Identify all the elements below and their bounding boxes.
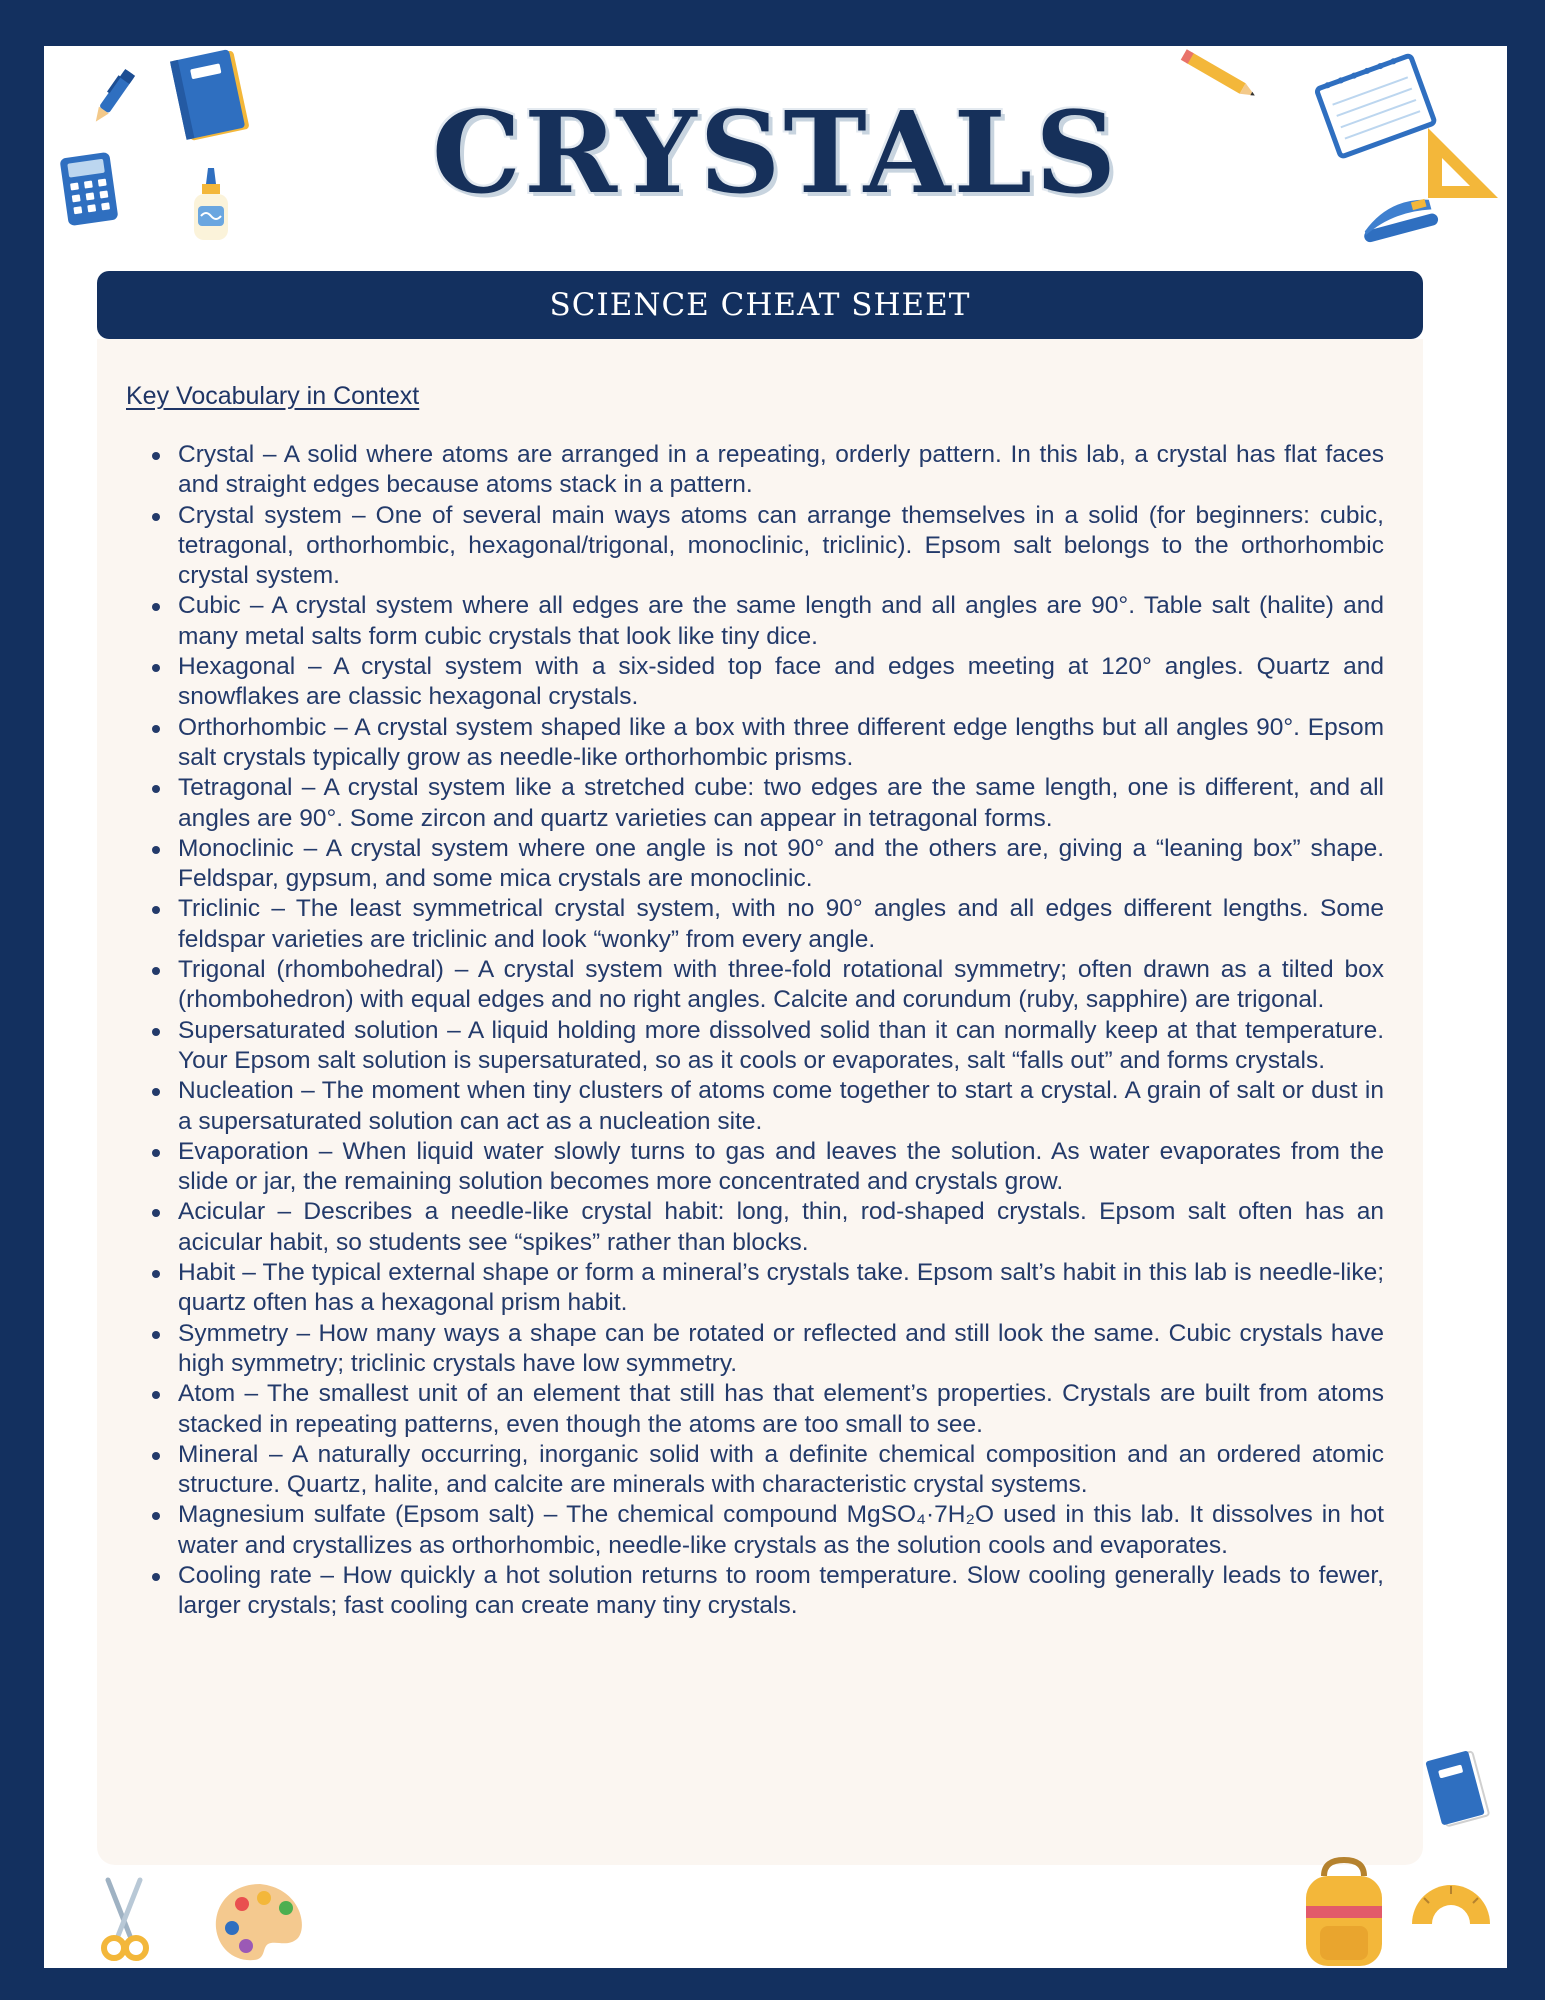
list-item: Hexagonal – A crystal system with a six-sided top face and edges meeting at 120° angles. Quartz and snowflakes are classic hexagonal crystals. — [178, 652, 1384, 713]
list-item: Crystal – A solid where atoms are arranged in a repeating, orderly pattern. In this lab, a crystal has flat faces and straight edges because atoms stack in a pattern. — [178, 440, 1384, 501]
scissors-icon — [94, 1876, 154, 1966]
backpack-icon — [1294, 1856, 1394, 1968]
list-item: Supersaturated solution – A liquid holding more dissolved solid than it can normally keep at that temperature. Your Epsom salt solution is supersaturated, so as it cools or evaporates, salt “falls out” and forms crystals. — [178, 1016, 1384, 1077]
list-item: Habit – The typical external shape or form a mineral’s crystals take. Epsom salt’s habit in this lab is needle-like; quartz often has a hexagonal prism habit. — [178, 1258, 1384, 1319]
protractor-icon — [1406, 1870, 1496, 1930]
list-item: Symmetry – How many ways a shape can be rotated or reflected and still look the same. Cubic crystals have high symmetry; triclinic crystals have low symmetry. — [178, 1319, 1384, 1380]
list-item: Trigonal (rhombohedral) – A crystal system with three-fold rotational symmetry; often drawn as a tilted box (rhombohedron) with equal edges and no right angles. Calcite and corundum (ruby, sapphire) are trigonal. — [178, 955, 1384, 1016]
list-item: Tetragonal – A crystal system like a stretched cube: two edges are the same length, one is different, and all angles are 90°. Some zircon and quartz varieties can appear in tetragonal forms. — [178, 773, 1384, 834]
list-item: Cooling rate – How quickly a hot solution returns to room temperature. Slow cooling generally leads to fewer, larger crystals; fast cooling can create many tiny crystals. — [178, 1561, 1384, 1622]
list-item: Magnesium sulfate (Epsom salt) – The chemical compound MgSO₄·7H₂O used in this lab. It dissolves in hot water and crystallizes as orthorhombic, needle-like crystals as the solution cools and evaporates. — [178, 1500, 1384, 1561]
book-icon — [1424, 1746, 1494, 1836]
list-item: Triclinic – The least symmetrical crystal system, with no 90° angles and all edges different lengths. Some feldspar varieties are triclinic and look “wonky” from every angle. — [178, 894, 1384, 955]
page — [44, 46, 1507, 1968]
list-item: Evaporation – When liquid water slowly turns to gas and leaves the solution. As water evaporates from the slide or jar, the remaining solution becomes more concentrated and crystals grow. — [178, 1137, 1384, 1198]
list-item: Acicular – Describes a needle-like crystal habit: long, thin, rod-shaped crystals. Epsom salt often has an acicular habit, so students see “spikes” rather than blocks. — [178, 1197, 1384, 1258]
cheat-sheet-banner: SCIENCE CHEAT SHEET — [97, 271, 1423, 339]
section-heading: Key Vocabulary in Context — [126, 382, 420, 410]
page-title: CRYSTALS — [431, 88, 1120, 219]
list-item: Atom – The smallest unit of an element that still has that element’s properties. Crystals are built from atoms stacked in repeating patterns, even though the atoms are too small to see. — [178, 1379, 1384, 1440]
list-item: Crystal system – One of several main ways atoms can arrange themselves in a solid (for beginners: cubic, tetragonal, orthorhombic, hexagonal/trigonal, monoclinic, triclinic). Epsom salt belongs to the orthorhombic crystal system. — [178, 501, 1384, 592]
pencil-icon — [1176, 46, 1266, 106]
paint-palette-icon — [210, 1878, 310, 1968]
list-item: Mineral – A naturally occurring, inorganic solid with a definite chemical composition and an ordered atomic structure. Quartz, halite, and calcite are minerals with characteristic crystal systems. — [178, 1440, 1384, 1501]
list-item: Cubic – A crystal system where all edges are the same length and all angles are 90°. Table salt (halite) and many metal salts form cubic crystals that look like tiny dice. — [178, 591, 1384, 652]
vocabulary-list — [178, 440, 1384, 1622]
list-item: Nucleation – The moment when tiny clusters of atoms come together to start a crystal. A grain of salt or dust in a supersaturated solution can act as a nucleation site. — [178, 1076, 1384, 1137]
list-item: Monoclinic – A crystal system where one angle is not 90° and the others are, giving a “leaning box” shape. Feldspar, gypsum, and some mica crystals are monoclinic. — [178, 834, 1384, 895]
list-item: Orthorhombic – A crystal system shaped like a box with three different edge lengths but all angles 90°. Epsom salt crystals typically grow as needle-like orthorhombic prisms. — [178, 713, 1384, 774]
